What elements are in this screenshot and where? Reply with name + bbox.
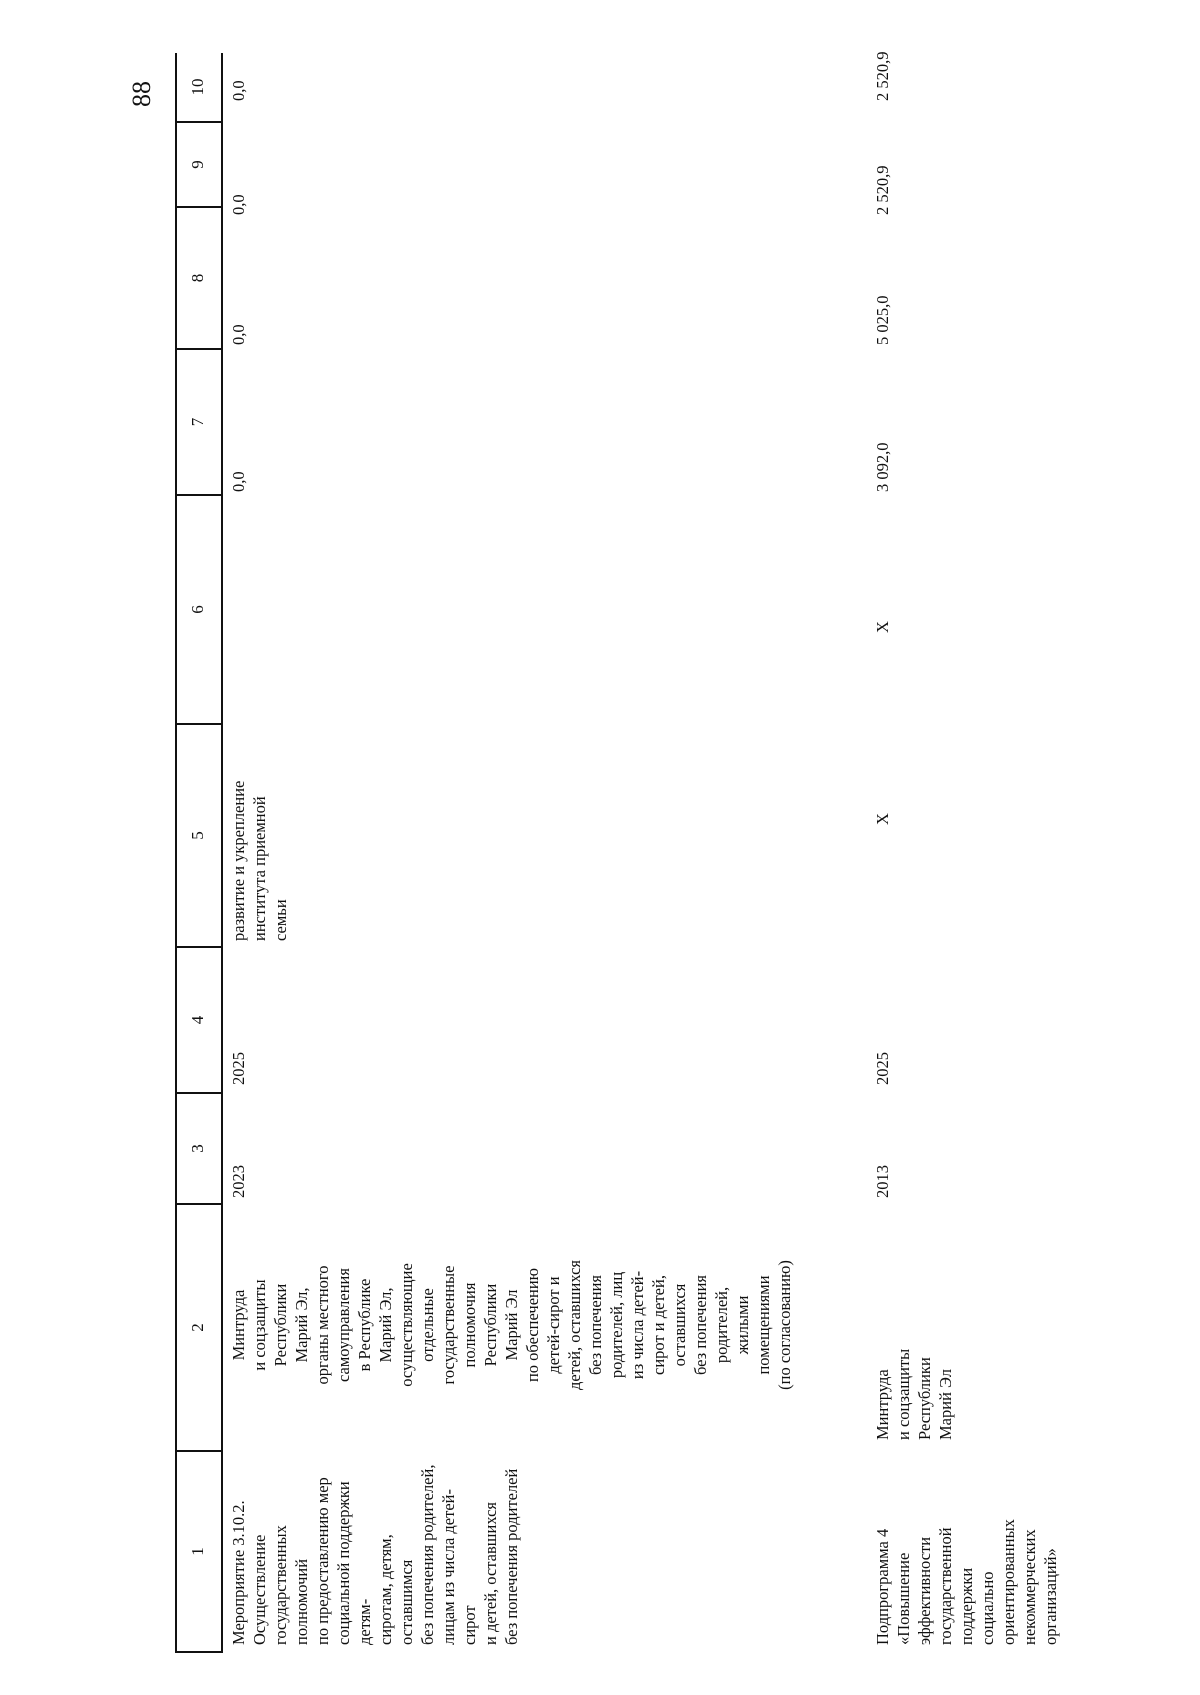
row2-col7-text: 3 092,0 <box>873 442 892 492</box>
row1-col1-text: Мероприятие 3.10.2. Осуществление государственных полномочий по предоставлению мер социальной поддержки детям- сиротам, детям, оставшимся без попечения родителей, лицам из числа детей-сирот и детей, оставшихся без попечения родителей <box>229 1464 521 1645</box>
column-header-4: 4 <box>188 1015 207 1025</box>
row2-col4-text: 2025 <box>873 1052 892 1085</box>
column-header-2: 2 <box>188 1323 207 1332</box>
row1-col8-text: 0,0 <box>229 324 248 345</box>
column-header-10: 10 <box>188 78 207 96</box>
row2-col9-text: 2 520,9 <box>873 165 892 215</box>
row2-col1-text: Подпрограмма 4 «Повышение эффективности государственной поддержки социально ориентированных некоммерческих организаций» <box>873 1519 1060 1645</box>
row2-col3-text: 2013 <box>873 1165 892 1198</box>
row1-col5-text: развитие и укрепление института приемной семьи <box>229 780 290 941</box>
row2-col5-text: Х <box>873 813 892 825</box>
page-number: 88 <box>127 81 156 107</box>
column-header-7: 7 <box>188 417 207 427</box>
column-header-5: 5 <box>188 831 207 840</box>
row2-col6-text: Х <box>873 621 892 633</box>
row2-col8-text: 5 025,0 <box>873 295 892 345</box>
row1-col4-text: 2025 <box>229 1052 248 1085</box>
column-header-6: 6 <box>188 605 207 614</box>
row2-col10-text: 2 520,9 <box>873 51 892 101</box>
row1-col2-text: Минтруда и соцзащиты Республики Марий Эл, органы местного самоуправления в Республике Марий Эл, осуществляющие отдельные государственные полномочия Республики Марий Эл по обеспечению детей-сирот и детей, оставшихся без попечения родителей, лиц из числа детей- сирот и детей, оставшихся без попечения родителей, жилыми помещениями (по согласованию) <box>229 1259 794 1391</box>
row2-col2-text: Минтруда и соцзащиты Республики Марий Эл <box>873 1348 955 1440</box>
row1-col7-text: 0,0 <box>229 471 248 492</box>
column-header-3: 3 <box>188 1144 207 1153</box>
row1-col10-text: 0,0 <box>229 80 248 101</box>
column-header-9: 9 <box>188 160 207 169</box>
column-header-8: 8 <box>188 273 207 283</box>
row1-col3-text: 2023 <box>229 1165 248 1198</box>
column-header-1: 1 <box>188 1547 207 1556</box>
row1-col9-text: 0,0 <box>229 194 248 215</box>
